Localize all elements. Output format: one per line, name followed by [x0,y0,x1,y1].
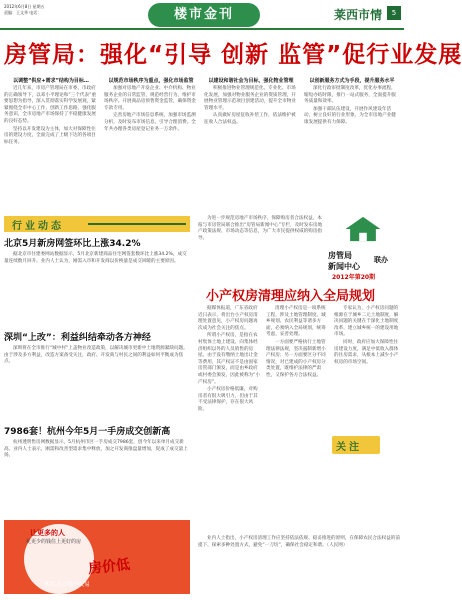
lead-column-1 [4,74,98,214]
ad-slogan-3: 房价低 [87,556,131,578]
logo-title: 房管局 [328,251,352,260]
ad-slogan-1: 让更多的人 [30,529,65,537]
feature-column-1 [198,306,262,536]
paragraph: 深圳将在全市推行“城中村”上盖物业改造政策，以解决城市更新中土地资源紧缺问题。由于涉及多方利益，改造方案备受关注，政府、开发商与村民之间的利益如何平衡成为焦点。 [4,346,188,365]
paragraph: 认真做好房屋征收补偿工作，依法维护被征收人合法权益。 [204,113,296,125]
ad-footer: 莱西·市房地产交易 [44,582,90,588]
paragraph: 深化行政审批制度改革，优化办事流程，缩短办结时限，推行一站式服务，全面提升服务质量和效率。 [304,86,396,105]
real-estate-advertisement [4,520,190,594]
section-title: 莱西市情 [333,8,382,22]
story-title: 深圳“上改”：利益纠结牵动各方神经 [4,333,151,343]
feature-column-2 [266,306,330,536]
column-subhead: 以调整“供应+需求”结构为目标… [13,78,89,84]
logo-suffix: 联办 [374,256,388,264]
paragraph: 坚持以开发建设为主体，加大对保障性住房的建设力度，全面完成了上级下达的各项目标任务。 [4,126,96,145]
story-shenzhen [4,330,190,416]
feature-headline: 小产权房清理应纳入全局规划 [206,289,376,304]
paragraph: 同时，政府应加大保障性住房建设力度，满足中低收入群体的住房需求，从根本上减少小产权房的市场空间。 [334,339,399,365]
paragraph: 积极推进物业管理规范化、专业化、市场化发展，加强对物业服务企业的资质管理，开展物业管理示范项目创建活动，提升全市物业管理水平。 [204,86,296,111]
paragraph: 近几年来，市房产管理局在市委、市政府的正确领导下，以邓小平理论和“三个代表”重要思想为指导，深入贯彻落实科学发展观，紧紧围绕全市中心工作，创新工作思路，强化服务意识，全市房地产市场保持了平稳健康发展的良好态势。 [4,86,97,124]
paragraph: 完善房地产市场信息系统，加强市场监测分析，及时发布市场信息，引导合理消费。全年共办理各类房屋登记业务一万余件。 [104,113,196,132]
banner-rule [88,223,186,225]
lead-column-3 [204,74,298,214]
paragraph: 为进一步规范房地产市场秩序，保障购房者合法权益，本报与市房管局联合推出“房管局新闻中心”专栏，及时发布房地产政策法规、市场动态等信息，为广大市民提供权威的购房指导。 [198,216,323,241]
paragraph: 加强干部队伍建设，开展作风建设年活动，树立良好的行业形象，为全市房地产业健康发展提供有力保障。 [304,106,396,125]
story-title: 7986套！杭州今年5月一手房成交创新高 [4,427,171,437]
focus-tag [332,436,396,454]
paragraph: 小产权房价格低廉，对购房者有很大吸引力，但由于其不受法律保护，存在很大风险。 [198,387,258,412]
feature-article [198,306,400,536]
paragraph: 专家认为，小产权房问题的根源在于城乡二元土地制度，解决问题的关键在于深化土地制度改革，建立城乡统一的建设用地市场。 [334,306,399,338]
issue-date-info [4,4,45,16]
logo-subtitle: 新闻中心 [328,262,360,271]
lead-column-2 [104,74,198,214]
paragraph: 加强对房地产开发企业、中介机构、物业服务企业的日常监管，规范经营行为，维护市场秩序。开展商品房预售资金监管，确保资金专款专用。 [104,86,196,111]
banner-label: 行业动态 [12,221,64,232]
masthead: 楼市金刊 [148,3,260,27]
story-hangzhou [4,424,190,516]
page-number: 5 [387,6,401,20]
paragraph: 一方面要严格执行土地管理法律法规，坚决遏制新增小产权房；另一方面要区分不同情况，对已建成的小产权房分类处置，既维护法律的严肃性，又保护各方合法权益。 [266,339,326,378]
paragraph: 业内人士指出，小产权房清理工作应坚持依法依规、稳妥推进的原则，在保障农民合法权益的前提下，探索多种处置方式，避免“一刀切”，确保社会稳定和谐。（人民网） [198,536,400,548]
lead-column-4 [304,74,400,214]
column-subhead: 以规范市场秩序为重点，强化市场监管 [108,78,194,84]
paragraph: 所谓小产权房，是指在农村集体土地上建设、向集体经济组织以外的人员销售的房屋。由于没有缴纳土地出让金等费用，其产权证不是由国家房管部门颁发，而是由乡政府或村委会颁发，因此被称为“小产权房”。 [198,333,261,385]
issue-date: 2012年6月8日 星期五 [4,4,45,9]
column-subhead: 以建设和谐社会为目标，强化物业管理 [208,78,294,84]
news-center-logo [328,250,398,280]
paragraph: 杭州透明售房网数据显示，5月杭州市区一手房成交7986套，创今年以来单月成交新高。业内人士表示，刚需和改善型需求集中释放，加之开发商推盘量增加，促成了成交量上扬。 [4,440,188,459]
issue-number: 2012年第20期 [332,274,376,281]
section-banner [4,216,190,232]
story-title: 北京5月新房网签环比上涨34.2% [4,239,141,249]
focus-tag-label: 关注 [336,442,362,453]
lead-article [4,74,400,214]
main-headline: 房管局：强化“引导 创新 监管”促行业发展 [4,42,462,68]
page-header [0,0,404,30]
paragraph: 据北京市住建委网站数据显示，5月北京新建商品住宅网签套数环比上涨34.2%，成交量连续数月回升。业内人士认为，刚需入市和开发商以价换量是成交回暖的主要原因。 [4,252,187,264]
column-subhead: 以创新服务方式为手段，提升服务水平 [309,78,395,84]
story-beijing [4,236,190,320]
feature-column-3 [334,306,400,526]
paragraph: 清理小产权房是一项系统工程，涉及土地管理制度、城乡规划、农民利益等诸多方面，必须纳入全局规划，统筹考虑，妥善处理。 [266,306,326,338]
feature-conclusion [198,536,400,598]
ad-slogan-2: 花更少的钱住上更好的房 [26,539,82,545]
house-logo-icon [338,214,388,244]
editor-info: 责编：王文华 电话： [4,10,42,15]
paragraph: 据媒体报道，广东省政府近日表示，将出台小产权房清理处置意见，小产权房问题再次成为社会关注的焦点。 [198,306,258,331]
